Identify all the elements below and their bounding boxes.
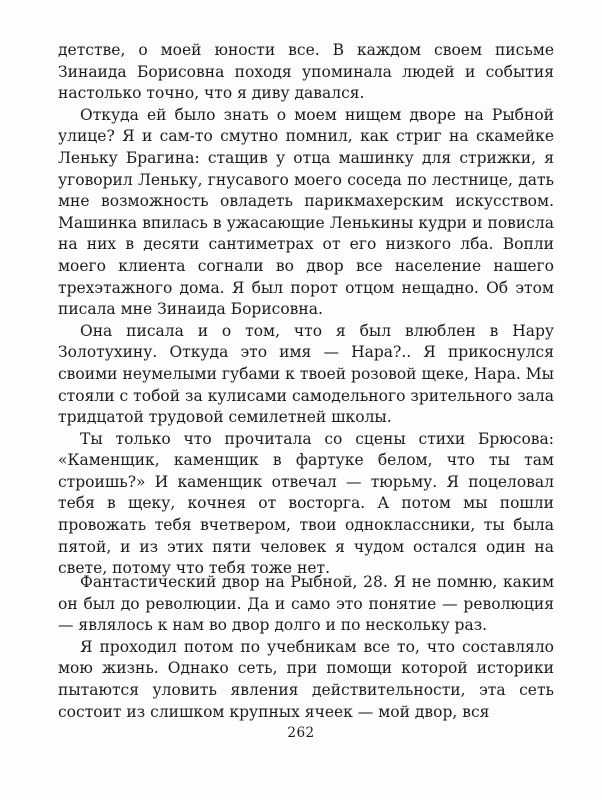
paragraph-continuation: детстве, о моей юности все. В каждом своем письме Зинаида Борисовна походя упоминала людей и события настолько точно, что я диву давался. <box>58 41 554 103</box>
page-number: 262 <box>287 725 315 741</box>
paragraph-textbooks: Я проходил потом по учебникам все то, что составляло мою жизнь. Однако сеть, при помощи которой историки пытаются уловить явления действительности, эта сеть состоит из слишком крупных ячеек — мой двор, вся <box>58 637 554 721</box>
paragraph-bryusov: Ты только что прочитала со сцены стихи Брюсова: «Каменщик, каменщик в фартуке белом, что ты там строишь?» И каменщик отвечал — тюрьму. Я поцеловал тебя в щеку, кочнея от восторга. А потом мы пошли провожать тебя вчетвером, твои одноклассники, ты была пятой, и из этих пяти человек я чудом остался один на свете, потому что тебя тоже нет. <box>58 429 554 578</box>
text-section-two <box>58 572 554 723</box>
paragraph-rybnaya-street: Откуда ей было знать о моем нищем дворе на Рыбной улице? Я и сам-то смутно помнил, как стриг на скамейке Леньку Брагина: стащив у отца машинку для стрижки, я уговорил Леньку, гнусавого моего соседа по лестнице, дать мне возможность овладеть парикмахерским искусством. Машинка впилась в ужасающие Ленькины кудри и повисла на них в десяти сантиметрах от его низкого лба. Вопли моего клиента согнали во двор все население нашего трехэтажного дома. Я был порот отцом нещадно. Об этом писала мне Зинаида Борисовна. <box>58 105 554 319</box>
paragraph-fantastic-yard: Фантастический двор на Рыбной, 28. Я не помню, каким он был до революции. Да и само это понятие — революция — являлось к нам во двор долго и по нескольку раз. <box>58 573 554 635</box>
paragraph-nara: Она писала и о том, что я был влюблен в Нару Золотухину. Откуда это имя — Нара?.. Я прикоснулся своими неумелыми губами к твоей розовой щеке, Нара. Мы стояли с тобой за кулисами самодельного зрительного зала тридцатой трудовой семилетней школы. <box>58 321 554 427</box>
text-section-one <box>58 40 554 580</box>
